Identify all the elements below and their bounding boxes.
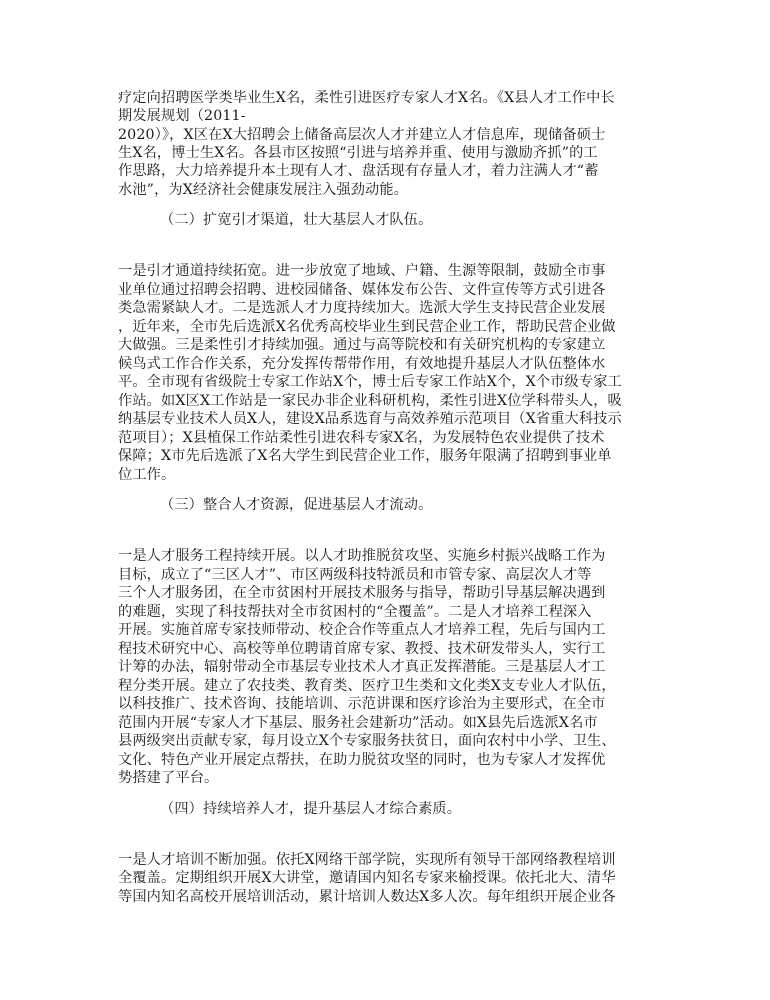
paragraph-line: 程技术研究中心、高校等单位聘请首席专家、教授、技术研发带头人，实行工	[118, 641, 606, 657]
paragraph-line: 计筹的办法，辐射带动全市基层专业技术人才真正发挥潜能。三是基层人才工	[118, 659, 606, 675]
paragraph-line: 目标，成立了“三区人才”、市区两级科技特派员和市管专家、高层次人才等	[118, 567, 592, 583]
paragraph-line: 疗定向招聘医学类毕业生X名，柔性引进医疗专家人才X名。《X县人才工作中长	[118, 90, 615, 106]
section-heading: （四）持续培养人才，提升基层人才综合素质。	[160, 801, 462, 817]
paragraph-line: 纳基层专业技术人员X人，建设X品系选育与高效养殖示范项目（X省重大科技示	[118, 411, 622, 427]
paragraph-line: 期发展规划（2011-	[118, 108, 246, 124]
paragraph-line: 一是引才通道持续拓宽。进一步放宽了地域、户籍、生源等限制，鼓励全市事	[118, 263, 606, 279]
paragraph-line: 等国内知名高校开展培训活动，累计培训人数达X多人次。每年组织开展企业各	[118, 889, 616, 905]
paragraph-line: 县两级突出贡献专家，每月设立X个专家服务扶贫日，面向农村中小学、卫生、	[118, 733, 616, 749]
paragraph-line: 大做强。三是柔性引才持续加强。通过与高等院校和有关研究机构的专家建立	[118, 337, 606, 353]
paragraph-line: 全覆盖。定期组织开展X大讲堂，邀请国内知名专家来榆授课。依托北大、清华	[118, 870, 616, 886]
paragraph-line: 势搭建了平台。	[118, 770, 219, 786]
paragraph-line: 作站。如X区X工作站是一家民办非企业科研机构，柔性引进X位学科带头人，吸	[118, 393, 622, 409]
paragraph-line: 范围内开展“专家人才下基层、服务社会建新功”活动。如X县先后选派X名市	[118, 715, 598, 731]
paragraph-line: 程分类开展。建立了农技类、教育类、医疗卫生类和文化类X支专业人才队伍，	[118, 678, 616, 694]
paragraph-line: 文化、特色产业开展定点帮扶，在助力脱贫攻坚的同时，也为专家人才发挥优	[118, 752, 606, 768]
paragraph-line: 开展。实施首席专家技师带动、校企合作等重点人才培养工程，先后与国内工	[118, 622, 606, 638]
paragraph-line: 候鸟式工作合作关系，充分发挥传帮带作用，有效地提升基层人才队伍整体水	[118, 356, 606, 372]
section-heading: （三）整合人才资源，促进基层人才流动。	[160, 497, 433, 513]
paragraph-line: 水池”，为X经济社会健康发展注入强劲动能。	[118, 182, 409, 198]
paragraph-line: 平。全市现有省级院士专家工作站X个，博士后专家工作站X个，X个市级专家工	[118, 374, 622, 390]
paragraph-line: 保障；X市先后选派了X名大学生到民营企业工作，服务年限满了招聘到事业单	[118, 448, 612, 464]
paragraph-line: 业单位通过招聘会招聘、进校园储备、媒体发布公告、文件宣传等方式引进各	[118, 282, 606, 298]
paragraph-line: 作思路，大力培养提升本土现有人才、盘活现有存量人才，着力注满人才“蓄	[118, 163, 599, 179]
paragraph-line: 2020）》，X区在X大招聘会上储备高层次人才并建立人才信息库，现储备硕士	[118, 127, 606, 143]
paragraph-line: 位工作。	[118, 467, 176, 483]
paragraph-line: 生X名，博士生X名。各县市区按照“引进与培养并重、使用与激励齐抓”的工	[118, 145, 598, 161]
paragraph-line: 以科技推广、技术咨询、技能培训、示范讲课和医疗诊治为主要形式，在全市	[118, 696, 606, 712]
paragraph-line: 范项目）；X县植保工作站柔性引进农科专家X名，为发展特色农业提供了技术	[118, 430, 605, 446]
section-heading: （二）扩宽引才渠道，壮大基层人才队伍。	[160, 212, 433, 228]
paragraph-line: 类急需紧缺人才。二是选派人才力度持续加大。选派大学生支持民营企业发展	[118, 300, 606, 316]
paragraph-line: 三个人才服务团，在全市贫困村开展技术服务与指导，帮助引导基层解决遇到	[118, 585, 606, 601]
paragraph-line: 一是人才服务工程持续开展。以人才助推脱贫攻坚、实施乡村振兴战略工作为	[118, 548, 606, 564]
paragraph-line: 的难题，实现了科技帮扶对全市贫困村的“全覆盖”。二是人才培养工程深入	[118, 604, 592, 620]
paragraph-line: ，近年来，全市先后选派X名优秀高校毕业生到民营企业工作，帮助民营企业做	[118, 319, 616, 335]
paragraph-line: 一是人才培训不断加强。依托X网络干部学院，实现所有领导干部网络教程培训	[118, 852, 616, 868]
